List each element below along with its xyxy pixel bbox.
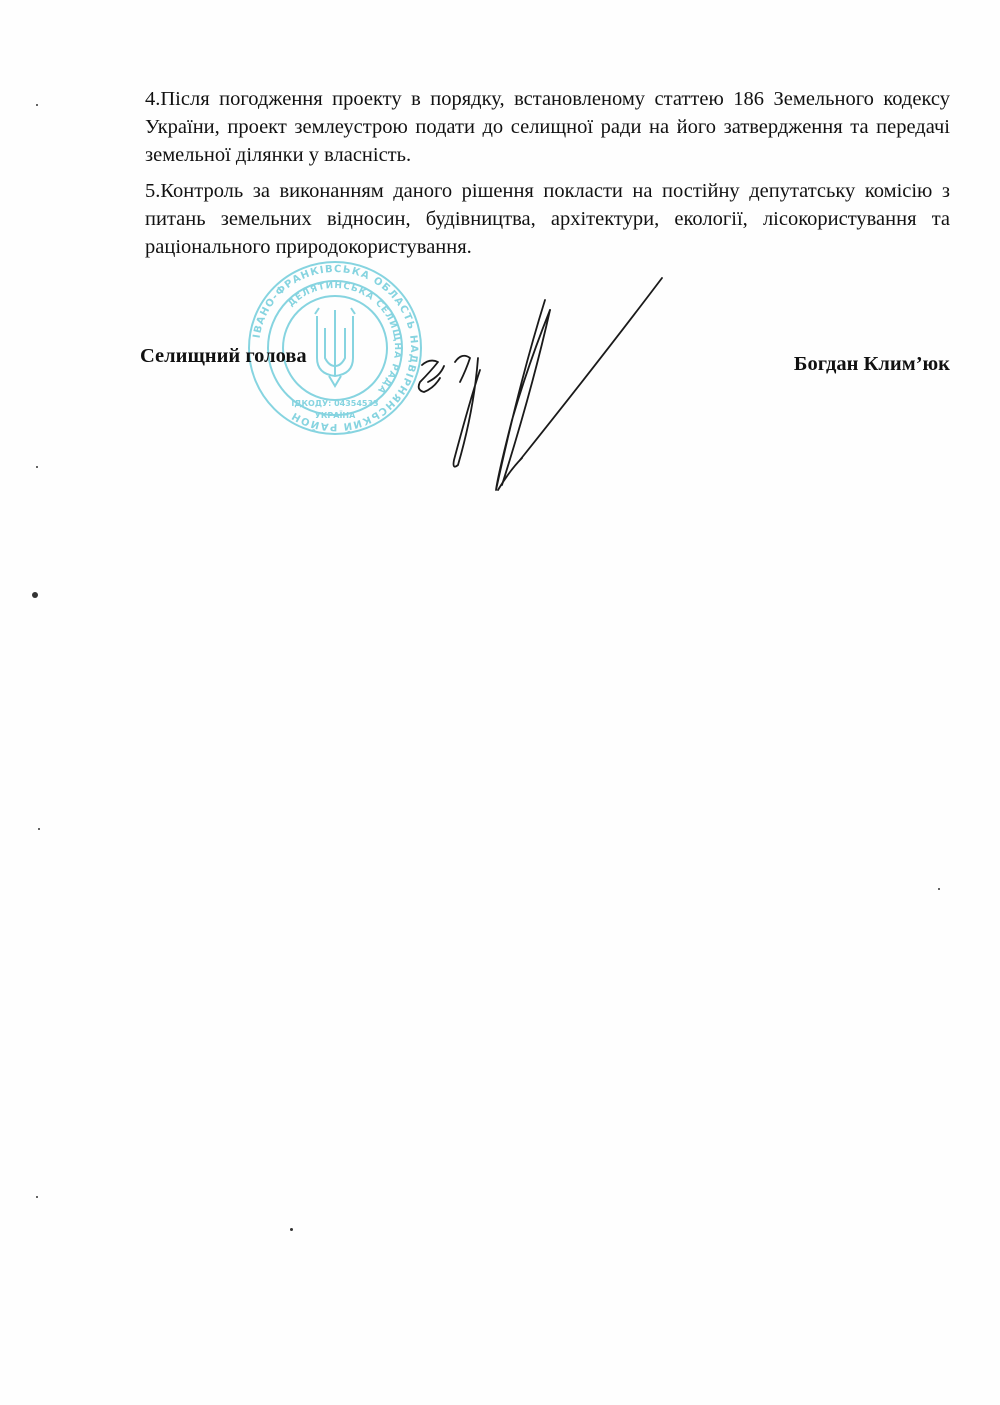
handwritten-signature [400,270,670,495]
scan-speck [36,104,38,106]
scan-speck [36,466,38,468]
paragraph-5: 5.Контроль за виконанням даного рішення покласти на постійну депутатську комісію з питань земельних відносин, будівництва, архітектури, екології, лісокористування та раціонального природокористування. [145,180,950,258]
svg-text:УКРАЇНА: УКРАЇНА [314,411,356,420]
scan-speck [938,888,940,890]
paragraph-4: 4.Після погодження проекту в порядку, встановленому статтею 186 Земельного кодексу України, проект землеустрою подати до селищної ради на його затвердження та передачі земельної ділянки у власність. [145,88,950,166]
svg-text:ІДКОДУ: 04354533: ІДКОДУ: 04354533 [291,399,379,408]
scan-speck [38,828,40,830]
document-body [145,85,950,269]
scan-speck [32,592,38,598]
scan-speck [290,1228,293,1231]
svg-text:ДЕЛЯТИНСЬКА СЕЛИЩНА РАДА: ДЕЛЯТИНСЬКА СЕЛИЩНА РАДА [286,280,403,396]
svg-text:ІВАНО-ФРАНКІВСЬКА ОБЛАСТЬ НАДВ: ІВАНО-ФРАНКІВСЬКА ОБЛАСТЬ НАДВІРНЯНСЬКИЙ РАЙОН [251,263,420,433]
scan-speck [36,1196,38,1198]
signatory-title: Селищний голова [140,345,307,367]
signatory-name: Богдан Клим’юк [793,353,950,375]
